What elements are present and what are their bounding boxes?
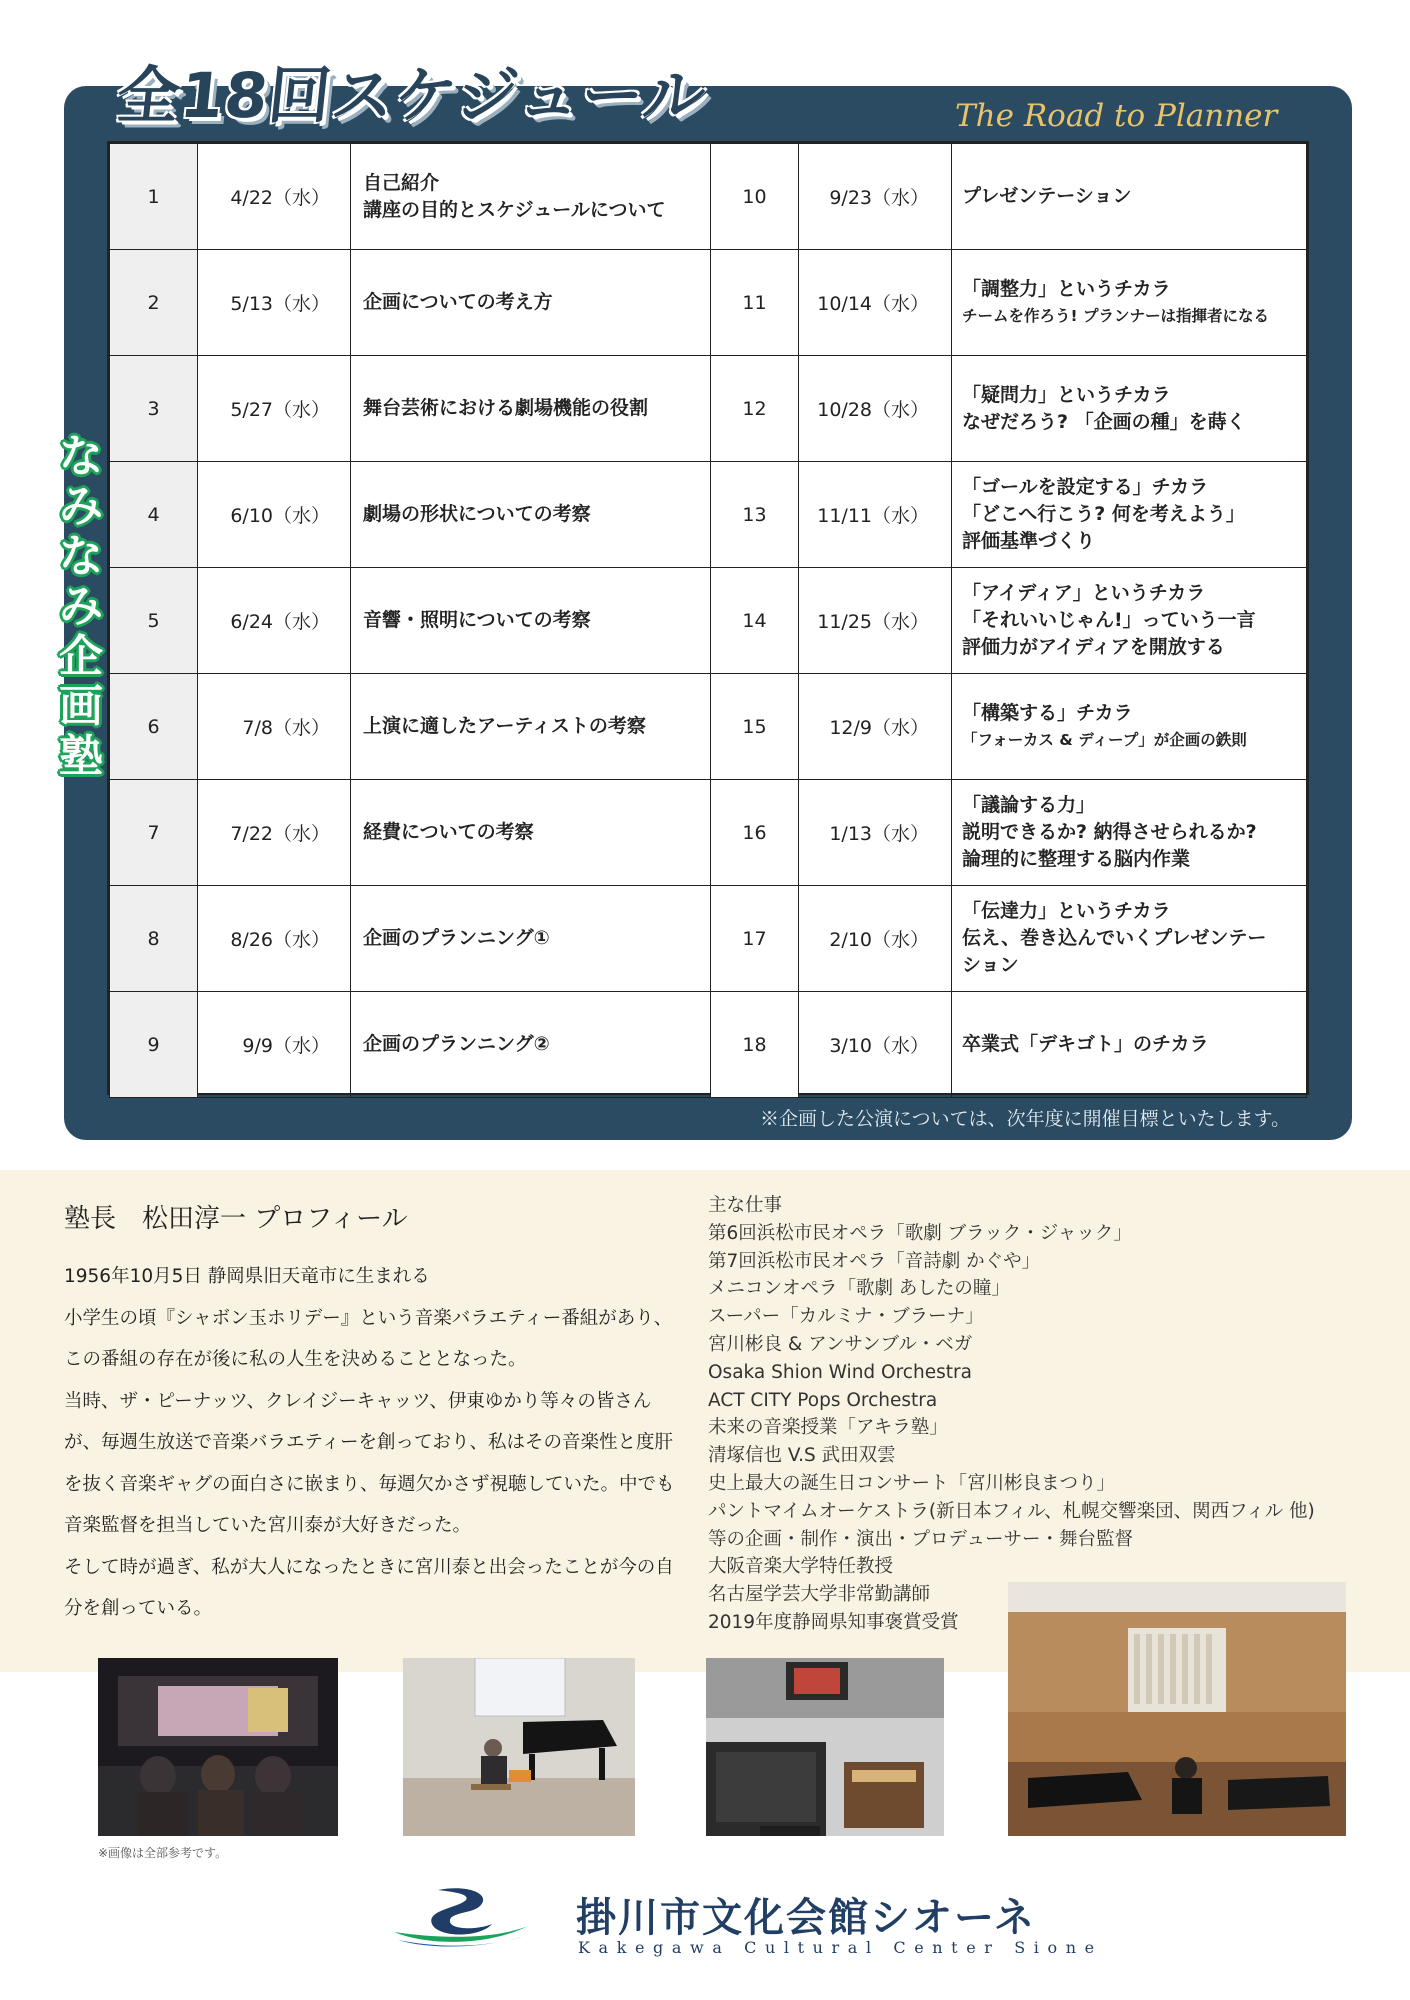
session-topic xyxy=(351,780,711,886)
session-topic xyxy=(351,144,711,250)
session-number: 13 xyxy=(711,462,799,568)
session-number: 15 xyxy=(711,674,799,780)
session-number: 12 xyxy=(711,356,799,462)
session-topic xyxy=(351,886,711,992)
session-topic xyxy=(952,144,1307,250)
schedule-topic-line: プレゼンテーション xyxy=(962,185,1132,207)
session-topic xyxy=(952,568,1307,674)
session-topic xyxy=(952,992,1307,1098)
profile-paragraph: 当時、ザ・ピーナッツ、クレイジーキャッツ、伊東ゆかり等々の皆さんが、毎週生放送で音楽バラエティーを創っており、私はその音楽性と度肝を抜く音楽ギャグの面白さに嵌まり、毎週欠かさず視聴していた。中でも音楽監督を担当していた宮川泰が大好きだった。 xyxy=(64,1390,675,1536)
session-topic xyxy=(952,462,1307,568)
schedule-topic-line: 説明できるか? 納得させられるか? xyxy=(962,821,1257,843)
school-name-char: 企 xyxy=(59,631,103,682)
session-number: 2 xyxy=(110,250,198,356)
org-name: 掛川市文化会館シオーネ xyxy=(576,1895,1036,1941)
schedule-topic-line: 「構築する」チカラ xyxy=(962,701,1133,724)
session-topic xyxy=(351,462,711,568)
works-item: 等の企画・制作・演出・プロデューサー・舞台監督 xyxy=(708,1528,1133,1550)
session-date: 7/8（水） xyxy=(198,674,351,780)
session-date: 5/27（水） xyxy=(198,356,351,462)
session-date: 1/13（水） xyxy=(799,780,952,886)
school-name-char: み xyxy=(59,581,103,632)
session-topic xyxy=(351,250,711,356)
session-number: 17 xyxy=(711,886,799,992)
schedule-topic-line: 伝え、巻き込んでいくプレゼンテー xyxy=(962,927,1267,949)
schedule-topic-line: 劇場の形状についての考察 xyxy=(363,503,591,525)
session-number: 1 xyxy=(110,144,198,250)
session-date: 5/13（水） xyxy=(198,250,351,356)
schedule-topic-line: ション xyxy=(962,954,1019,976)
works-item: 史上最大の誕生日コンサート「宮川彬良まつり」 xyxy=(708,1472,1116,1494)
session-number: 16 xyxy=(711,780,799,886)
photo-control-room xyxy=(98,1658,338,1836)
photo-mixing-desk xyxy=(706,1658,944,1836)
session-date: 6/10（水） xyxy=(198,462,351,568)
session-topic xyxy=(952,250,1307,356)
works-item: Osaka Shion Wind Orchestra xyxy=(708,1361,972,1383)
session-topic xyxy=(351,674,711,780)
works-item: 名古屋学芸大学非常勤講師 xyxy=(708,1584,931,1606)
schedule-row xyxy=(110,568,1307,674)
session-topic xyxy=(952,674,1307,780)
schedule-topic-line: 「議論する力」 xyxy=(962,794,1096,816)
profile-paragraph: そして時が過ぎ、私が大人になったときに宮川泰と出会ったことが今の自分を創っている。 xyxy=(64,1556,674,1619)
sione-logo-icon xyxy=(388,1884,534,1950)
profile-paragraph: 小学生の頃『シャボン玉ホリデー』という音楽バラエティー番組があり、この番組の存在が後に私の人生を決めることとなった。 xyxy=(64,1307,673,1370)
schedule-topic-line: 卒業式「デキゴト」のチカラ xyxy=(962,1033,1209,1055)
schedule-row xyxy=(110,250,1307,356)
schedule-topic-line: 「アイディア」というチカラ xyxy=(962,582,1206,604)
schedule-row xyxy=(110,674,1307,780)
works-list xyxy=(708,1192,1315,1637)
works-item: 未来の音楽授業「アキラ塾」 xyxy=(708,1417,948,1439)
works-item: パントマイムオーケストラ(新日本フィル、札幌交響楽団、関西フィル 他) xyxy=(708,1500,1315,1522)
session-number: 4 xyxy=(110,462,198,568)
schedule-topic-line: 講座の目的とスケジュールについて xyxy=(363,198,666,221)
session-number: 18 xyxy=(711,992,799,1098)
org-name-english: Kakegawa Cultural Center Sione xyxy=(578,1938,1103,1957)
schedule-topic-line: 「フォーカス & ディープ」が企画の鉄則 xyxy=(962,730,1247,749)
schedule-note: ※企画した公演については、次年度に開催目標といたします。 xyxy=(760,1108,1291,1130)
session-topic xyxy=(952,356,1307,462)
schedule-row xyxy=(110,886,1307,992)
schedule-row xyxy=(110,462,1307,568)
schedule-topic-line: 「伝達力」というチカラ xyxy=(962,900,1171,922)
session-date: 8/26（水） xyxy=(198,886,351,992)
session-date: 10/14（水） xyxy=(799,250,952,356)
photo-concert-hall xyxy=(1008,1582,1346,1836)
schedule-topic-line: 企画についての考え方 xyxy=(363,291,553,313)
profile-heading: 塾長 松田淳一 プロフィール xyxy=(64,1204,408,1234)
schedule-row xyxy=(110,780,1307,886)
schedule-table xyxy=(109,143,1307,1098)
session-date: 2/10（水） xyxy=(799,886,952,992)
session-topic xyxy=(952,886,1307,992)
session-topic xyxy=(351,356,711,462)
schedule-topic-line: 経費についての考察 xyxy=(363,821,534,843)
session-number: 3 xyxy=(110,356,198,462)
session-date: 7/22（水） xyxy=(198,780,351,886)
schedule-topic-line: 舞台芸術における劇場機能の役割 xyxy=(363,397,649,419)
session-number: 9 xyxy=(110,992,198,1098)
schedule-topic-line: 評価力がアイディアを開放する xyxy=(962,636,1225,658)
schedule-table-wrap xyxy=(107,141,1309,1095)
session-topic xyxy=(351,568,711,674)
session-number: 11 xyxy=(711,250,799,356)
session-number: 6 xyxy=(110,674,198,780)
schedule-topic-line: 「疑問力」というチカラ xyxy=(962,383,1171,406)
session-date: 11/25（水） xyxy=(799,568,952,674)
schedule-topic-line: チームを作ろう! プランナーは指揮者になる xyxy=(962,306,1269,325)
works-item: スーパー「カルミナ・ブラーナ」 xyxy=(708,1306,984,1328)
schedule-topic-line: 上演に適したアーティストの考察 xyxy=(363,715,646,737)
schedule-topic-line: 「調整力」というチカラ xyxy=(962,277,1171,300)
schedule-topic-line: 企画のプランニング① xyxy=(363,927,550,949)
school-name-vertical xyxy=(50,432,112,782)
schedule-topic-line: 「どこへ行こう? 何を考えよう」 xyxy=(962,503,1245,525)
works-item: メニコンオペラ「歌劇 あしたの瞳」 xyxy=(708,1278,1010,1300)
schedule-title: 全18回スケジュール xyxy=(113,59,710,132)
session-number: 8 xyxy=(110,886,198,992)
school-name-char: な xyxy=(59,431,103,482)
schedule-topic-line: なぜだろう? 「企画の種」を蒔く xyxy=(962,410,1246,433)
schedule-table-body xyxy=(110,144,1307,1098)
session-number: 7 xyxy=(110,780,198,886)
session-date: 6/24（水） xyxy=(198,568,351,674)
profile-paragraph: 1956年10月5日 静岡県旧天竜市に生まれる xyxy=(64,1266,430,1287)
schedule-topic-line: 論理的に整理する脳内作業 xyxy=(962,848,1191,870)
schedule-row xyxy=(110,992,1307,1098)
session-date: 10/28（水） xyxy=(799,356,952,462)
school-name-char: 塾 xyxy=(59,731,103,782)
schedule-row xyxy=(110,356,1307,462)
session-number: 5 xyxy=(110,568,198,674)
works-heading: 主な仕事 xyxy=(708,1195,783,1216)
session-number: 14 xyxy=(711,568,799,674)
session-number: 10 xyxy=(711,144,799,250)
session-topic xyxy=(351,992,711,1098)
works-item: 2019年度静岡県知事褒賞受賞 xyxy=(708,1611,959,1633)
session-date: 9/9（水） xyxy=(198,992,351,1098)
schedule-topic-line: 音響・照明についての考察 xyxy=(363,609,591,631)
session-date: 11/11（水） xyxy=(799,462,952,568)
schedule-topic-line: 評価基準づくり xyxy=(962,530,1096,552)
session-date: 3/10（水） xyxy=(799,992,952,1098)
works-item: 大阪音楽大学特任教授 xyxy=(708,1556,894,1578)
schedule-row xyxy=(110,144,1307,250)
photo-pianist xyxy=(403,1658,635,1836)
session-topic xyxy=(952,780,1307,886)
works-item: 第6回浜松市民オペラ「歌劇 ブラック・ジャック」 xyxy=(708,1222,1132,1244)
schedule-topic-line: 企画のプランニング② xyxy=(363,1033,550,1055)
works-item: 第7回浜松市民オペラ「音詩劇 かぐや」 xyxy=(708,1250,1041,1272)
schedule-topic-line: 「ゴールを設定する」チカラ xyxy=(962,476,1209,498)
school-name-char: み xyxy=(59,481,103,532)
photo-note: ※画像は全部参考です。 xyxy=(98,1846,228,1860)
schedule-topic-line: 自己紹介 xyxy=(363,171,440,194)
session-date: 9/23（水） xyxy=(799,144,952,250)
works-item: 清塚信也 V.S 武田双雲 xyxy=(708,1445,896,1467)
school-name-char: な xyxy=(59,531,103,582)
session-date: 4/22（水） xyxy=(198,144,351,250)
works-item: 宮川彬良 & アンサンブル・ベガ xyxy=(708,1333,973,1355)
profile-body xyxy=(64,1256,684,1630)
school-name-char: 画 xyxy=(59,681,103,732)
session-date: 12/9（水） xyxy=(799,674,952,780)
schedule-topic-line: 「それいいじゃん!」っていう一言 xyxy=(962,609,1256,631)
works-item: ACT CITY Pops Orchestra xyxy=(708,1389,938,1411)
schedule-subtitle: The Road to Planner xyxy=(955,98,1278,134)
